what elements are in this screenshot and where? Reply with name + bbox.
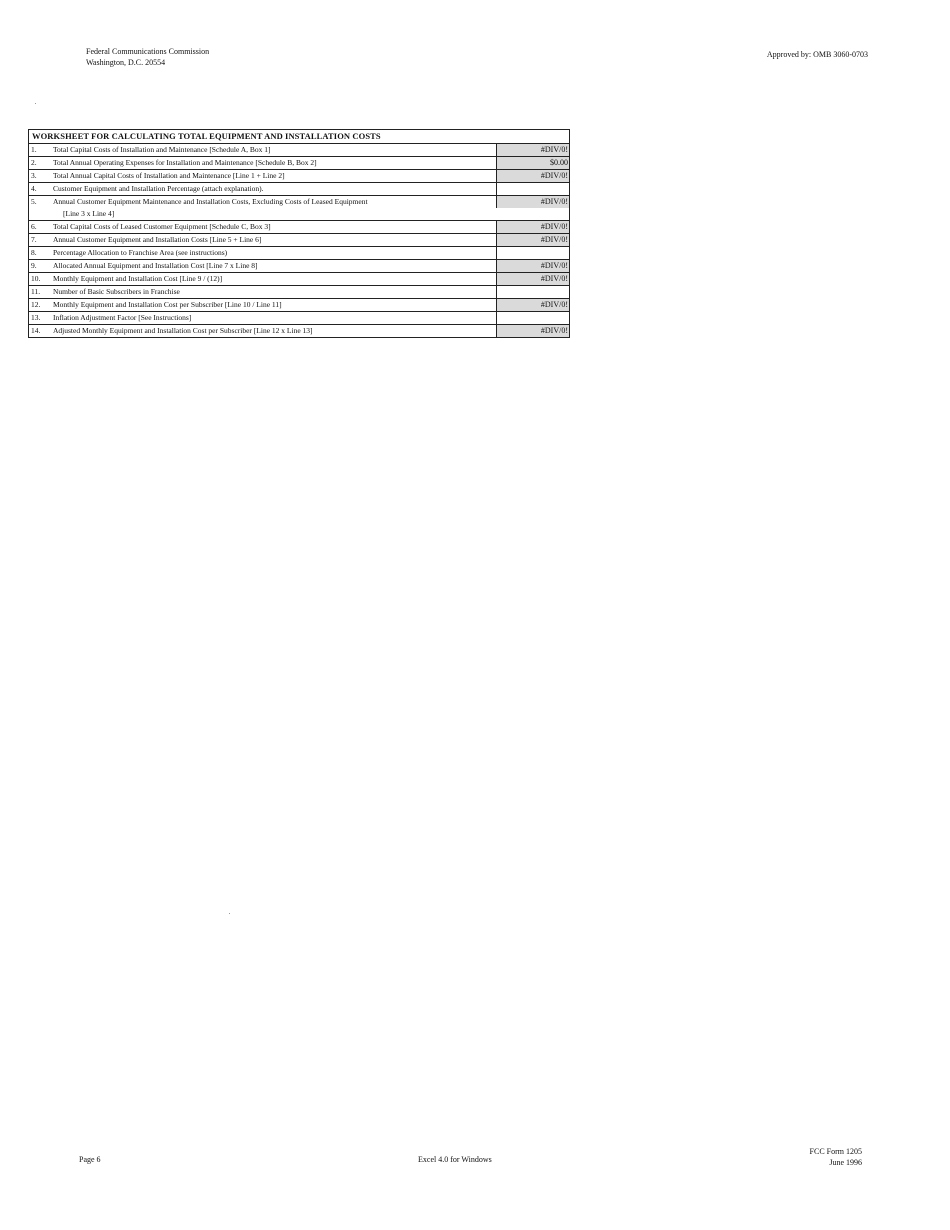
worksheet-row [29, 233, 569, 246]
line-text: Customer Equipment and Installation Percentage (attach explanation). [53, 184, 264, 193]
line-description [53, 234, 496, 246]
line-number: 4. [31, 184, 37, 193]
line-text-continued: [Line 3 x Line 4] [63, 209, 115, 218]
line-text: Total Capital Costs of Installation and Maintenance [Schedule A, Box 1] [53, 145, 271, 154]
value-cell[interactable] [496, 260, 569, 272]
value-cell[interactable] [496, 234, 569, 246]
value-text: #DIV/0! [497, 234, 569, 246]
line-number: 9. [31, 261, 37, 270]
worksheet-row [29, 195, 569, 220]
value-text: #DIV/0! [497, 260, 569, 272]
line-text: Adjusted Monthly Equipment and Installation Cost per Subscriber [Line 12 x Line 13] [53, 326, 313, 335]
worksheet-row [29, 259, 569, 272]
value-cell[interactable] [496, 286, 569, 298]
worksheet-table [28, 129, 570, 338]
line-description [53, 273, 496, 285]
worksheet-row [29, 144, 569, 156]
page-number: Page 6 [79, 1155, 101, 1164]
line-text: Number of Basic Subscribers in Franchise [53, 287, 180, 296]
scan-speck [229, 913, 230, 914]
line-description [53, 196, 496, 220]
value-cell[interactable] [496, 273, 569, 285]
line-number: 8. [31, 248, 37, 257]
form-date: June 1996 [829, 1158, 862, 1167]
line-text: Total Capital Costs of Leased Customer Equipment [Schedule C, Box 3] [53, 222, 271, 231]
value-text: $0.00 [497, 157, 569, 169]
worksheet-row [29, 246, 569, 259]
value-text: #DIV/0! [497, 299, 569, 311]
line-description [53, 260, 496, 272]
line-text: Monthly Equipment and Installation Cost per Subscriber [Line 10 / Line 11] [53, 300, 282, 309]
value-cell[interactable] [496, 157, 569, 169]
line-description [53, 312, 496, 324]
worksheet-row [29, 169, 569, 182]
form-id [810, 1146, 862, 1168]
value-text [497, 312, 569, 324]
value-text: #DIV/0! [497, 325, 569, 337]
value-text: #DIV/0! [497, 221, 569, 233]
line-description [53, 299, 496, 311]
line-description [53, 170, 496, 182]
line-description [53, 247, 496, 259]
value-text [497, 183, 569, 195]
value-cell[interactable] [496, 312, 569, 324]
value-text: #DIV/0! [497, 170, 569, 182]
line-description [53, 144, 496, 156]
value-cell[interactable] [496, 144, 569, 156]
line-number: 13. [31, 313, 41, 322]
line-description [53, 221, 496, 233]
value-text [497, 286, 569, 298]
line-description [53, 286, 496, 298]
line-text: Monthly Equipment and Installation Cost [Line 9 / (12)] [53, 274, 223, 283]
worksheet-row [29, 156, 569, 169]
agency-header [86, 46, 209, 68]
scan-speck [35, 103, 36, 104]
agency-name: Federal Communications Commission [86, 47, 210, 56]
line-number: 12. [31, 300, 41, 309]
line-number: 1. [31, 145, 37, 154]
line-text: Allocated Annual Equipment and Installation Cost [Line 7 x Line 8] [53, 261, 258, 270]
software-label: Excel 4.0 for Windows [418, 1155, 492, 1164]
value-cell[interactable] [496, 221, 569, 233]
value-cell[interactable] [496, 299, 569, 311]
line-number: 5. [31, 197, 37, 206]
value-text: #DIV/0! [497, 144, 569, 156]
line-number: 3. [31, 171, 37, 180]
line-number: 2. [31, 158, 37, 167]
omb-approval: Approved by: OMB 3060-0703 [766, 50, 868, 59]
value-cell[interactable] [496, 325, 569, 337]
value-cell[interactable] [496, 183, 569, 195]
line-text: Annual Customer Equipment Maintenance and Installation Costs, Excluding Costs of Leased Equipment [53, 197, 368, 206]
value-text: #DIV/0! [497, 196, 569, 208]
line-text: Percentage Allocation to Franchise Area (see instructions) [53, 248, 228, 257]
line-text: Total Annual Operating Expenses for Installation and Maintenance [Schedule B, Box 2] [53, 158, 317, 167]
worksheet-row [29, 285, 569, 298]
value-cell[interactable] [496, 170, 569, 182]
form-number: FCC Form 1205 [809, 1147, 862, 1156]
line-description [53, 157, 496, 169]
worksheet-row [29, 324, 569, 337]
line-text: Inflation Adjustment Factor [See Instructions] [53, 313, 192, 322]
worksheet-row [29, 311, 569, 324]
worksheet-title: WORKSHEET FOR CALCULATING TOTAL EQUIPMENT AND INSTALLATION COSTS [29, 130, 569, 144]
worksheet-row [29, 272, 569, 285]
value-cell[interactable] [496, 196, 569, 208]
value-cell[interactable] [496, 247, 569, 259]
line-text: Total Annual Capital Costs of Installation and Maintenance [Line 1 + Line 2] [53, 171, 285, 180]
line-description [53, 183, 496, 195]
line-description [53, 325, 496, 337]
worksheet-row [29, 298, 569, 311]
worksheet-rows [29, 144, 569, 337]
line-number: 11. [31, 287, 41, 296]
worksheet-row [29, 182, 569, 195]
line-number: 14. [31, 326, 41, 335]
worksheet-row [29, 220, 569, 233]
line-number: 6. [31, 222, 37, 231]
agency-address: Washington, D.C. 20554 [86, 58, 166, 67]
value-text: #DIV/0! [497, 273, 569, 285]
line-text: Annual Customer Equipment and Installation Costs [Line 5 + Line 6] [53, 235, 262, 244]
value-text [497, 247, 569, 259]
line-number: 10. [31, 274, 41, 283]
line-number: 7. [31, 235, 37, 244]
